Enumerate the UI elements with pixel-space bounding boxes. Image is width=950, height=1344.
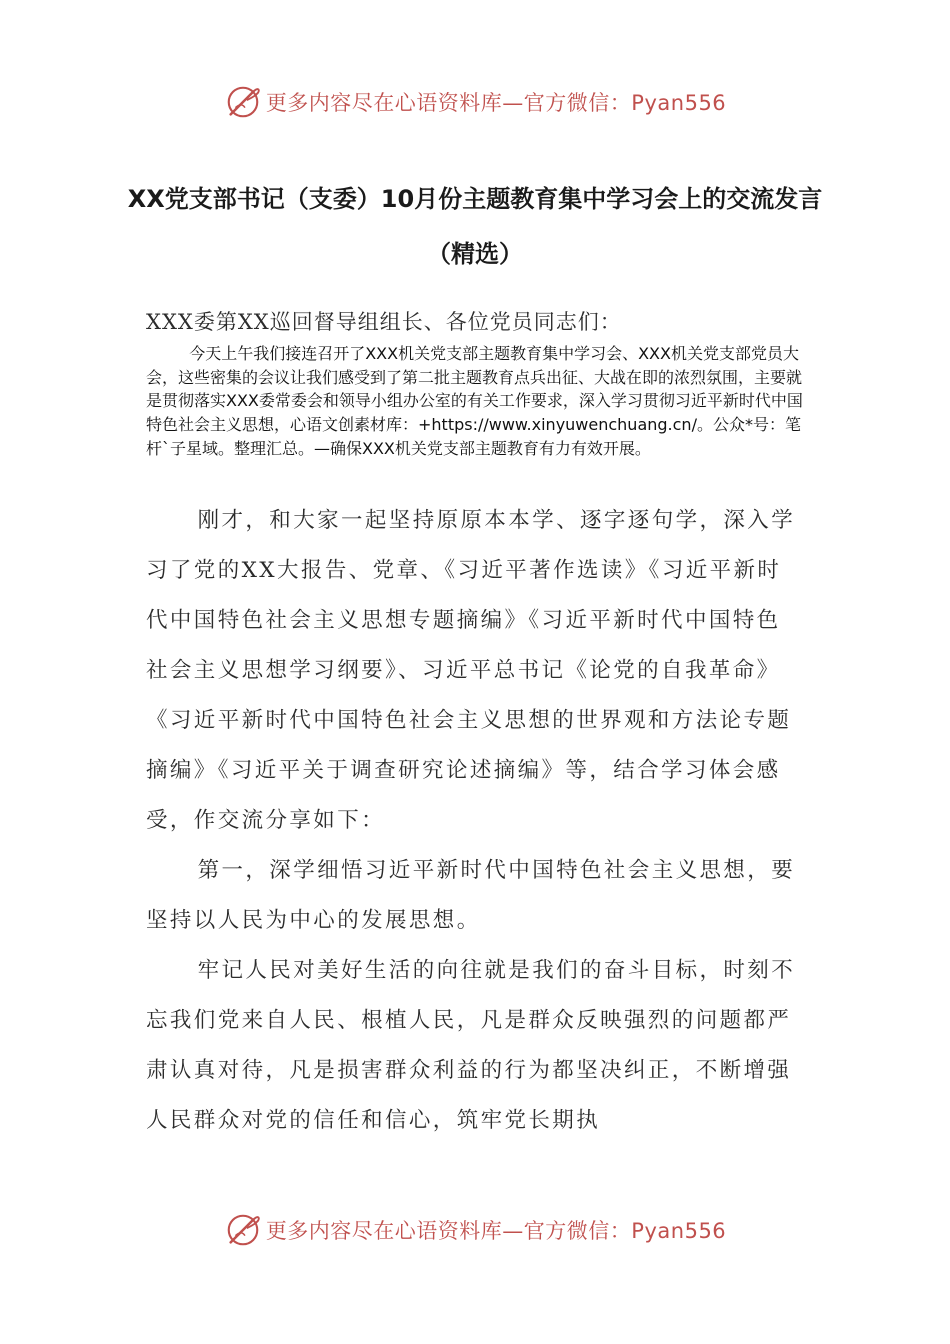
quill-pen-logo-icon xyxy=(224,1211,262,1249)
body-text xyxy=(146,496,796,1146)
body-paragraph: 牢记人民对美好生活的向往就是我们的奋斗目标，时刻不忘我们党来自人民、根植人民，凡是群众反映强烈的问题都严肃认真对待，凡是损害群众利益的行为都坚决纠正，不断增强人民群众对党的信任和信心，筑牢党长期执 xyxy=(146,958,796,1133)
footer-banner-text: 更多内容尽在心语资料库—官方微信：Pyan556 xyxy=(265,1219,727,1243)
footer-banner xyxy=(0,1208,950,1252)
body-paragraph: 刚才，和大家一起坚持原原本本学、逐字逐句学，深入学习了党的XX大报告、党章、《习近平著作选读》《习近平新时代中国特色社会主义思想专题摘编》《习近平新时代中国特色社会主义思想学习纲要》、习近平总书记《论党的自我革命》《习近平新时代中国特色社会主义思想的世界观和方法论专题摘编》《习近平关于调查研究论述摘编》等，结合学习体会感受，作交流分享如下： xyxy=(146,508,796,833)
intro-paragraph: 今天上午我们接连召开了XXX机关党支部主题教育集中学习会、XXX机关党支部党员大会，这些密集的会议让我们感受到了第二批主题教育点兵出征、大战在即的浓烈氛围，主要就是贯彻落实XXX委常委会和领导小组办公室的有关工作要求，深入学习贯彻习近平新时代中国特色社会主义思想，心语文创素材库：+https://www.xinyuwenchuang.cn/。公众*号：笔杆`子星域。整理汇总。—确保XXX机关党支部主题教育有力有效开展。 xyxy=(146,344,803,458)
header-banner-text: 更多内容尽在心语资料库—官方微信：Pyan556 xyxy=(265,91,727,115)
header-banner xyxy=(0,80,950,124)
salutation: XXX委第XX巡回督导组组长、各位党员同志们： xyxy=(146,310,622,334)
body-paragraph: 第一，深学细悟习近平新时代中国特色社会主义思想，要坚持以人民为中心的发展思想。 xyxy=(146,858,796,933)
document-title: XX党支部书记（支委）10月份主题教育集中学习会上的交流发言（精选） xyxy=(127,185,823,268)
quill-pen-logo-icon xyxy=(224,83,262,121)
